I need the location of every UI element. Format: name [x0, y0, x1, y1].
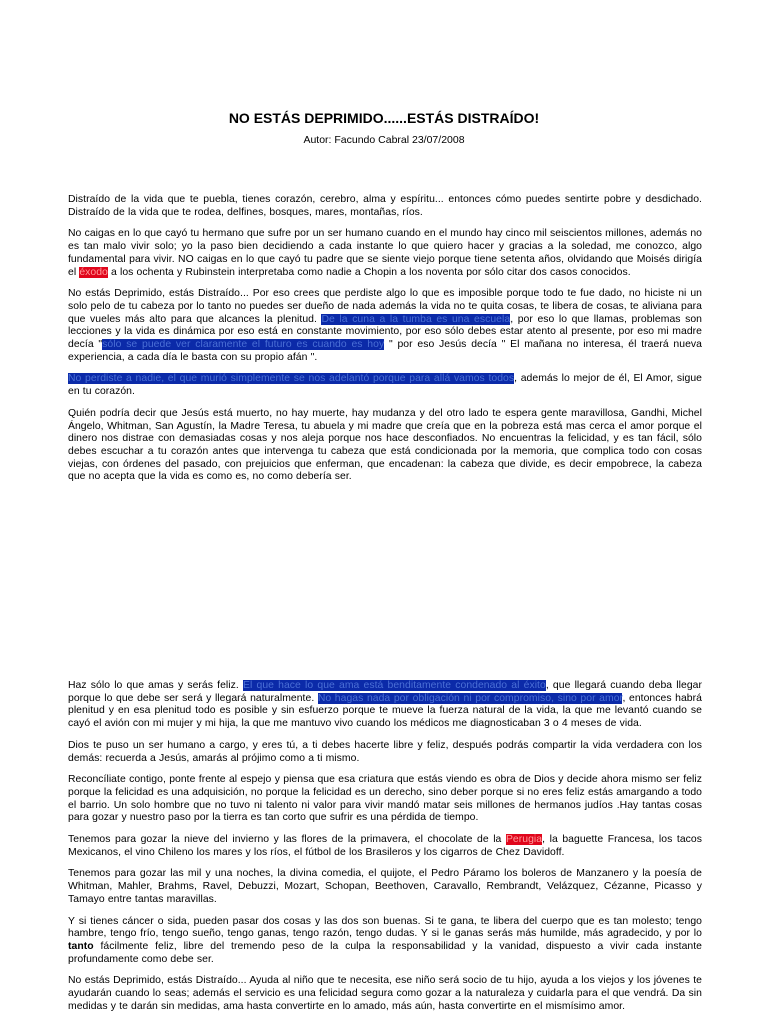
highlighted-text: De la cuna a la tumba es una escuela [321, 313, 511, 325]
body-section-top [68, 194, 702, 493]
document-title: NO ESTÁS DEPRIMIDO......ESTÁS DISTRAÍDO! [228, 110, 540, 126]
paragraph-text: " por eso Jesús decía " El mañana no interesa, él traerá nueva experiencia, a cada día le basta con su propio afán ". [68, 339, 702, 363]
highlighted-word: éxodo [79, 266, 108, 278]
paragraph-text: Tenemos para gozar las mil y una noches, la divina comedia, el quijote, el Pedro Páramo los boleros de Manzanero y la poesía de Whitman, Mahler, Brahms, Ravel, Debuzzi, Mozart, Schopan, Beethoven, Caravallo, Rembrandt, Velázquez, Cézanne, Picasso y Tamayo entre tantas maravillas. [68, 868, 702, 905]
body-section-bottom [68, 680, 702, 1022]
paragraph-text: Reconcíliate contigo, ponte frente al espejo y piensa que esa criatura que estás viendo es obra de Dios y decide ahora mismo ser feliz porque la felicidad es una adquisición, no porque la felicidad es un derecho, sino deber porque si no eres feliz estás amargando a todo el barrio. Un solo hombre que no tuvo ni talento ni valor para vivir mandó matar seis millones de hermanos judíos .Hay tantas cosas para gozar y nuestro paso por la tierra es tan corto que sufrir es una pérdida de tiempo. [68, 774, 702, 824]
paragraph-text: , la baguette Francesa, los tacos Mexicanos, el vino Chileno los mares y los ríos, el fútbol de los Brasileros y los cigarros de Chez Davidoff. [68, 834, 702, 858]
document-author: Autor: Facundo Cabral 23/07/2008 [303, 134, 465, 146]
paragraph [68, 834, 702, 859]
paragraph [68, 680, 702, 731]
paragraph [68, 740, 702, 765]
paragraph-text: Haz sólo lo que amas y serás feliz. [68, 680, 243, 691]
paragraph-text: Y si tienes cáncer o sida, pueden pasar dos cosas y las dos son buenas. Si te gana, te libera del cuerpo que es tan molesto; tengo hambre, tengo frío, tengo sueño, tengo ganas, tengo razón, tengo dudas. Y si le ganas serás más humilde, más agradecido, y por lo [68, 915, 702, 940]
paragraph-text: a los ochenta y Rubinstein interpretaba como nadie a Chopin a los noventa por sólo citar dos casos conocidos. [107, 266, 631, 278]
paragraph-text: Dios te puso un ser humano a cargo, y eres tú, a ti debes hacerte libre y feliz, después podrás compartir la vida verdadera con los demás: recuerda a Jesús, amarás al prójimo como a ti mismo. [68, 739, 702, 764]
paragraph [68, 408, 702, 484]
highlighted-text: sólo se puede ver claramente el futuro es cuando es hoy [102, 339, 385, 351]
paragraph-text: , además lo mejor de él, El Amor, sigue en tu corazón. [68, 373, 702, 398]
paragraph [68, 194, 702, 219]
paragraph-text: , entonces habrá plenitud y en esa plenitud todo es posible y sin esfuerzo porque te mueve la fuerza natural de la vida, la que me levantó cuando se cayó el avión con mi mujer y mi hija, la que me mantuvo vivo cuando los médicos me diagnosticaban 3 o 4 meses de vida. [68, 692, 702, 730]
paragraph [68, 975, 702, 1013]
paragraph [68, 228, 702, 279]
paragraph-text: Tenemos para gozar la nieve del invierno y las flores de la primavera, el chocolate de la [68, 834, 506, 846]
paragraph-text: Distraído de la vida que te puebla, tienes corazón, cerebro, alma y espíritu... entonces cómo puedes sentirte pobre y desdichado. Distraído de la vida que te rodea, delfines, bosques, mares, montañas, ríos. [68, 194, 702, 218]
highlighted-text: No hagas nada por obligación ni por compromiso, sino por amor [317, 692, 623, 704]
paragraph [68, 373, 702, 398]
paragraph-text: No caigas en lo que cayó tu hermano que sufre por un ser humano cuando en el mundo hay cinco mil seiscientos millones, además no es tan malo vivir solo; yo la paso bien decidiendo a cada instante lo que quiero hacer y gracias a la soledad, me conozco, algo fundamental para vivir. NO caigas en lo que cayó tu padre que se siente viejo porque tiene setenta años, olvidando que Moisés dirigía el [68, 228, 702, 278]
paragraph-text: No estás Deprimido, estás Distraído... Ayuda al niño que te necesita, ese niño será socio de tu hijo, ayuda a los viejos y los jóvenes te ayudarán cuando lo seas; además el servicio es una felicidad segura como gozar a la naturaleza y cuidarla para el que vendrá. Da sin medidas y te darán sin medidas, ama hasta convertirte en lo amado, más aún, hasta convertirte en el mismísimo amor. [68, 975, 702, 1012]
paragraph [68, 868, 702, 906]
paragraph-text: Quién podría decir que Jesús está muerto, no hay muerte, hay mudanza y del otro lado te espera gente maravillosa, Gandhi, Michel Ángelo, Whitman, San Agustín, la Madre Teresa, tu abuela y mi madre que creía que en la pobreza está mas cerca el amor porque el dinero nos distrae con demasiadas cosas y nos aleja porque nos hace desconfiados. No encuentras la felicidad, y es tan fácil, sólo debes escuchar a tu corazón antes que intervenga tu cabeza que está condicionada por la memoria, que complica todo con cosas viejas, con órdenes del pasado, con prejuicios que enferman, que encadenan: la cabeza que divide, es decir empobrece, la cabeza que no acepta que la vida es como es, no como debería ser. [68, 407, 702, 483]
bold-text: tanto [68, 940, 94, 952]
paragraph-text: , por eso lo que llamas, problemas son lecciones y la vida es dinámica por eso está en constante movimiento, por eso sólo debes estar atento al presente, por eso mi madre decía " [68, 313, 702, 351]
highlighted-text: No perdiste a nadie, el que murió simplemente se nos adelantó porque para allá vamos todos [68, 373, 515, 385]
highlighted-text: El que hace lo que ama está benditamente condenado al éxito [243, 680, 546, 691]
paragraph [68, 774, 702, 825]
paragraph-text: No estás Deprimido, estás Distraído... Por eso crees que perdiste algo lo que es imposible porque todo te fue dado, no hiciste ni un solo pelo de tu cabeza por lo tanto no puedes ser dueño de nada además la vida no te quita cosas, te libera de cosas, te aliviana para que vueles más alto para que alcances la plenitud. [68, 288, 702, 325]
paragraph [68, 916, 702, 967]
paragraph [68, 288, 702, 364]
paragraph-text: , que llegará cuando deba llegar porque lo que debe ser será y llegará naturalmente. [68, 680, 702, 704]
highlighted-word: Perugia [505, 834, 543, 846]
paragraph-text: fácilmente feliz, libre del tremendo peso de la culpa la responsabilidad y la vanidad, dispuesto a vivir cada instante profundamente como debe ser. [68, 940, 702, 965]
